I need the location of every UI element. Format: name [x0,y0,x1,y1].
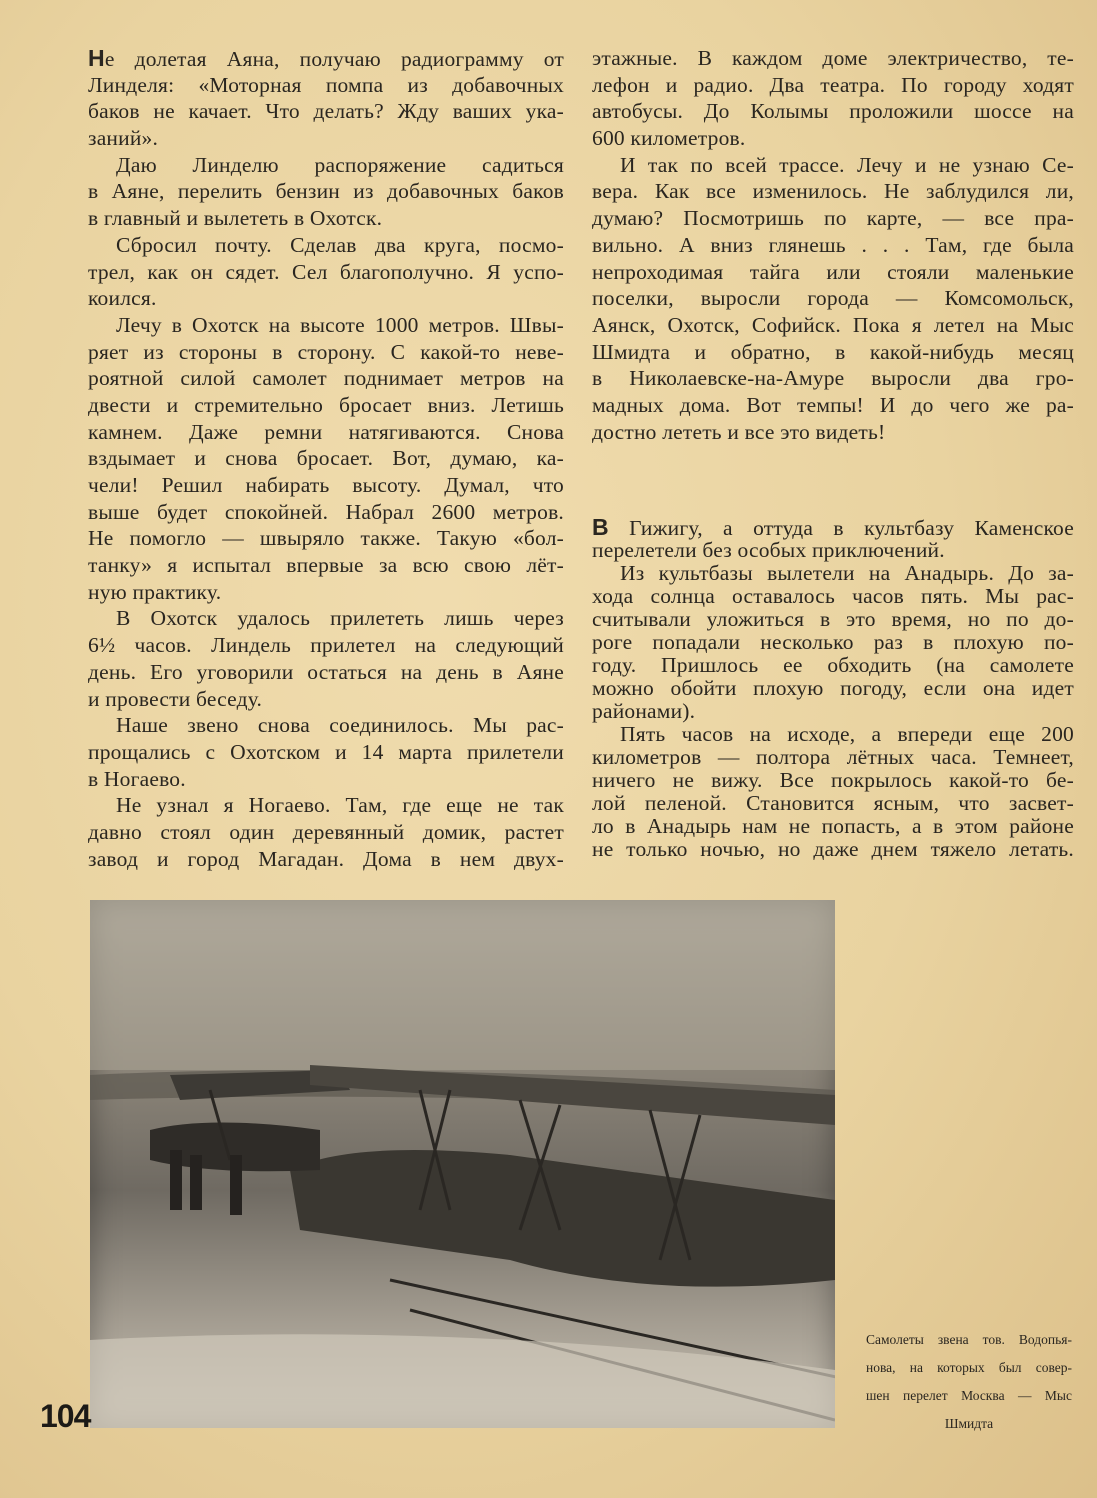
line-text: Линделя: «Моторная помпа из добавочных [88,72,564,97]
line-text: камнем. Даже ремни натягиваются. Снова [88,419,564,444]
line-text: считывали уложиться в это время, но по до- [592,607,1074,631]
text-line [88,125,564,152]
text-line [88,766,564,793]
text-line [592,769,1074,792]
line-text: день. Его уговорили остаться на день в Аяне [88,659,564,684]
line-text: Шмидта и обратно, в какой-нибудь месяц [592,339,1074,364]
text-line [88,632,564,659]
line-text: роге попадали несколько раз в плохую по- [592,630,1074,654]
line-text: достно лететь и все это видеть! [592,419,886,444]
line-text: вера. Как все изменилось. Не заблудился ли, [592,179,1074,204]
line-text: непроходимая тайга или стояли маленькие [592,259,1074,284]
line-text: думаю? Посмотришь по карте, — все пра- [592,206,1074,231]
text-line [592,746,1074,769]
line-text: прощались с Охотском и 14 марта прилетели [88,739,564,764]
line-text: году. Пришлось ее обходить (на самолете [592,653,1074,677]
line-text: И так по всей трассе. Лечу и не узнаю Се- [620,152,1074,177]
caption-line: шен перелет Москва — Мыс [866,1388,1072,1403]
text-line [88,552,564,579]
text-line [592,392,1074,419]
line-text: давно стоял один деревянный домик, растет [88,819,564,844]
right-text-column-bottom [592,516,1074,861]
drop-cap: В [592,514,609,540]
caption-line: нова, на которых был совер- [866,1360,1072,1375]
line-text: Пять часов на исходе, а впереди еще 200 [620,722,1074,746]
line-text: Наше звено снова соединилось. Мы рас- [116,713,564,738]
text-line [592,232,1074,259]
text-line [592,585,1074,608]
line-text: перелетели без особых приключений. [592,538,945,562]
text-line [88,205,564,232]
drop-cap: Н [88,45,105,71]
text-line [592,259,1074,286]
line-text: Не помогло — швыряло также. Такую «бол- [88,526,564,551]
line-text: Не узнал я Ногаево. Там, где еще не так [116,793,564,818]
line-text: в Ногаево. [88,766,186,791]
text-line [88,659,564,686]
line-text: Сбросил почту. Сделав два круга, посмо- [116,232,564,257]
line-text: заний». [88,126,159,151]
text-line [88,525,564,552]
text-line [88,285,564,312]
text-line [88,419,564,446]
text-line [592,285,1074,312]
text-line [88,605,564,632]
text-line [592,72,1074,99]
line-text: выше будет спокойней. Набрал 2600 метров. [88,499,564,524]
text-line [592,339,1074,366]
line-text: этажные. В каждом доме электричество, те- [592,46,1074,70]
text-line [88,45,564,72]
text-line [592,516,1074,539]
line-text: не только ночью, но даже днем тяжело летать. [592,837,1074,861]
text-line [592,205,1074,232]
text-line [88,792,564,819]
biplane-illustration [90,900,835,1428]
line-text: завод и город Магадан. Дома в нем двух- [88,846,564,871]
line-text: Гижигу, а оттуда в культбазу Каменское [608,516,1074,540]
text-line [88,339,564,366]
line-text: автобусы. До Колымы проложили шоссе на [592,99,1074,124]
line-text: чели! Решил набирать высоту. Думал, что [88,473,564,497]
line-text: лой пеленой. Становится ясным, что засвет- [592,791,1074,815]
text-line [592,312,1074,339]
text-line [88,98,564,125]
line-text: в главный и вылететь в Охотск. [88,206,383,231]
text-line [88,152,564,179]
line-text: е долетая Аяна, получаю радиограмму от [104,47,564,71]
text-line [592,838,1074,861]
text-line [88,445,564,472]
text-line [88,579,564,606]
text-line [592,723,1074,746]
line-text: ло в Анадырь нам не попасть, а в этом районе [592,814,1074,838]
text-line [88,846,564,873]
text-line [88,712,564,739]
line-text: Даю Линделю распоряжение садиться [116,152,564,177]
right-text-column-top [592,45,1074,445]
photo-caption [866,1326,1072,1438]
text-line [592,98,1074,125]
line-text: в Николаевске-на-Амуре выросли два гро- [592,366,1074,391]
line-text: лефон и радио. Два театра. По городу ходят [592,72,1074,97]
line-text: коился. [88,286,157,311]
line-text: вильно. А вниз глянешь . . . Там, где была [592,232,1074,257]
line-text: ничего не вижу. Все покрылось какой-то бе- [592,768,1074,792]
line-text: танку» я испытал впервые за всю свою лёт- [88,553,564,578]
left-text-column [88,45,564,872]
line-text: ряет из стороны в сторону. С какой-то неве- [88,339,564,364]
text-line [592,125,1074,152]
text-line [592,700,1074,723]
text-line [592,792,1074,815]
line-text: вздымает и снова бросает. Вот, думаю, ка- [88,446,564,471]
biplanes-photo [90,900,835,1428]
text-line [88,392,564,419]
text-line [592,631,1074,654]
line-text: 600 километров. [592,126,746,151]
line-text: в Аяне, перелить бензин из добавочных баков [88,179,564,204]
text-line [88,178,564,205]
caption-line: Самолеты звена тов. Водопья- [866,1332,1072,1347]
line-text: поселки, выросли города — Комсомольск, [592,286,1074,311]
line-text: двести и стремительно бросает вниз. Летишь [88,392,564,417]
text-line [592,562,1074,585]
text-line [88,72,564,99]
text-line [88,499,564,526]
text-line [88,472,564,499]
text-line [592,815,1074,838]
text-line [88,686,564,713]
text-line [592,45,1074,72]
line-text: районами). [592,699,696,723]
line-text: Лечу в Охотск на высоте 1000 метров. Швы- [116,312,564,337]
text-line [88,232,564,259]
line-text: Аянск, Охотск, Софийск. Пока я летел на Мыс [592,312,1074,337]
text-line [592,365,1074,392]
text-line [592,152,1074,179]
line-text: можно обойти плохую погоду, если она идет [592,676,1074,700]
line-text: роятной силой самолет поднимает метров на [88,366,564,391]
text-line [88,312,564,339]
page-number: 104 [40,1398,91,1434]
line-text: Из культбазы вылетели на Анадырь. До за- [620,561,1074,585]
text-line [592,608,1074,631]
text-line [592,419,1074,446]
line-text: баков не качает. Что делать? Жду ваших ука- [88,99,564,124]
caption-line: Шмидта [944,1416,994,1431]
line-text: В Охотск удалось прилететь лишь через [116,606,564,631]
text-line [592,677,1074,700]
line-text: трел, как он сядет. Сел благополучно. Я успо- [88,259,564,284]
line-text: ную практику. [88,579,222,604]
text-line [592,178,1074,205]
line-text: километров — полтора лётных часа. Темнеет, [592,745,1074,769]
text-line [592,654,1074,677]
text-line [88,739,564,766]
text-line [592,539,1074,562]
line-text: мадных дома. Вот темпы! И до чего же ра- [592,392,1074,417]
line-text: 6½ часов. Линдель прилетел на следующий [88,633,564,658]
text-line [88,365,564,392]
line-text: и провести беседу. [88,686,263,711]
line-text: хода солнца оставалось часов пять. Мы рас- [592,584,1074,608]
text-line [88,819,564,846]
text-line [88,259,564,286]
